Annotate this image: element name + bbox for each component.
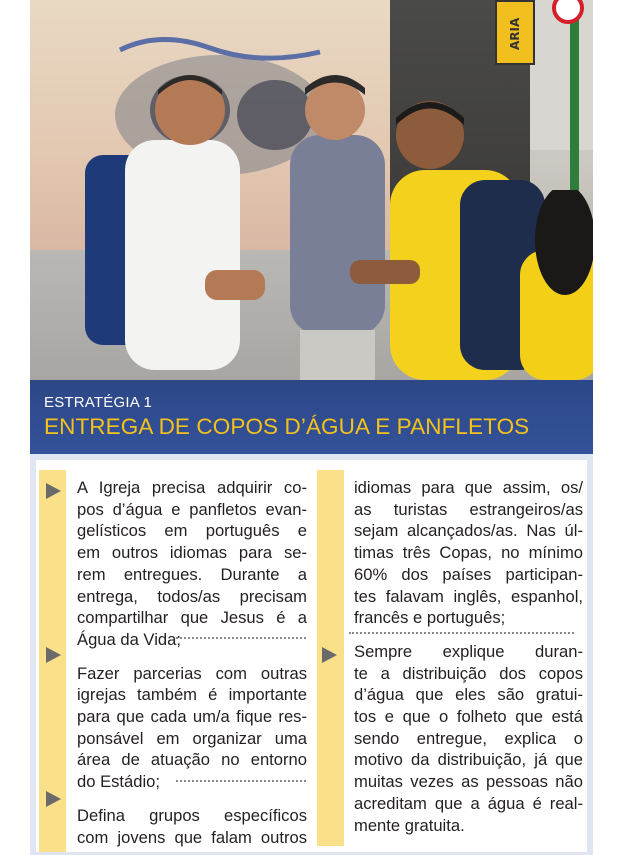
section-headline: ENTREGA DE COPOS D’ÁGUA E PANFLETOS <box>44 414 530 439</box>
bullet-arrow-icon <box>46 791 61 807</box>
left-column <box>77 477 307 848</box>
sign-pole <box>570 0 579 220</box>
list-item-2 <box>77 663 307 793</box>
right-column <box>354 477 583 836</box>
text-line: timas três Copas, no mínimo <box>354 543 583 563</box>
text-line: motivo da distribuição, já que <box>354 750 583 770</box>
text-line: compartilhar que Jesus é a <box>77 608 307 628</box>
text-line: gelísticos em português e <box>77 521 307 541</box>
content-area <box>36 460 587 852</box>
text-line: francês e português; <box>354 608 506 628</box>
text-line: com jovens que falam outros <box>77 827 307 847</box>
text-line: igrejas também é importante <box>77 685 307 705</box>
text-line: entrega, todos/as precisam <box>77 586 307 606</box>
text-line: A Igreja precisa adquirir co- <box>77 478 307 497</box>
list-item-3 <box>77 805 307 848</box>
text-line: sendo entregue, explica o <box>354 728 583 748</box>
text-line: do Estádio; <box>77 772 161 792</box>
text-line: tos e que o folheto que está <box>354 707 583 727</box>
text-line: 60% dos países participan- <box>354 564 583 584</box>
bullet-arrow-icon <box>322 647 337 663</box>
list-item-1 <box>77 477 307 651</box>
bullet-arrow-icon <box>46 647 61 663</box>
man-with-backpack <box>80 60 270 380</box>
text-line: área de atuação no entorno <box>77 750 307 770</box>
text-line: ponsável em organizar uma <box>77 728 307 748</box>
street-sign <box>495 0 535 65</box>
strategy-label: ESTRATÉGIA 1 <box>44 394 152 411</box>
woman-partial <box>510 190 593 380</box>
text-line: d’água que eles são gratui- <box>354 685 583 705</box>
text-line: idiomas para que assim, os/ <box>354 478 583 497</box>
text-line: acreditam que a água é real- <box>354 793 583 813</box>
content-panel <box>30 454 593 855</box>
text-line: Defina grupos específicos <box>77 805 307 825</box>
text-line: para que cada um/a fique res- <box>77 707 307 727</box>
text-line: sejam alcançados/as. Nas úl- <box>354 521 583 541</box>
title-banner <box>30 380 593 454</box>
text-line: mente gratuita. <box>354 815 465 835</box>
list-item-4 <box>354 641 583 836</box>
text-line: rem entregues. Durante a <box>77 564 307 584</box>
text-line: pos d’água e panfletos evan- <box>77 499 307 519</box>
text-line: Água da Vida; <box>77 629 181 649</box>
text-line: em outros idiomas para se- <box>77 543 307 563</box>
text-line: tes falavam inglês, espanhol, <box>354 586 583 606</box>
text-line: te a distribuição dos copos <box>354 663 583 683</box>
text-line: muitas vezes as pessoas não <box>354 772 583 792</box>
text-line: as turistas estrangeiros/as <box>354 499 583 519</box>
list-item-3-continued <box>354 477 583 629</box>
text-line: Fazer parcerias com outras <box>77 663 307 683</box>
bullet-arrow-icon <box>46 483 61 499</box>
text-line: Sempre explique duran- <box>354 641 583 661</box>
street-sign-text: ARIA <box>508 17 522 50</box>
event-photo <box>30 0 593 380</box>
